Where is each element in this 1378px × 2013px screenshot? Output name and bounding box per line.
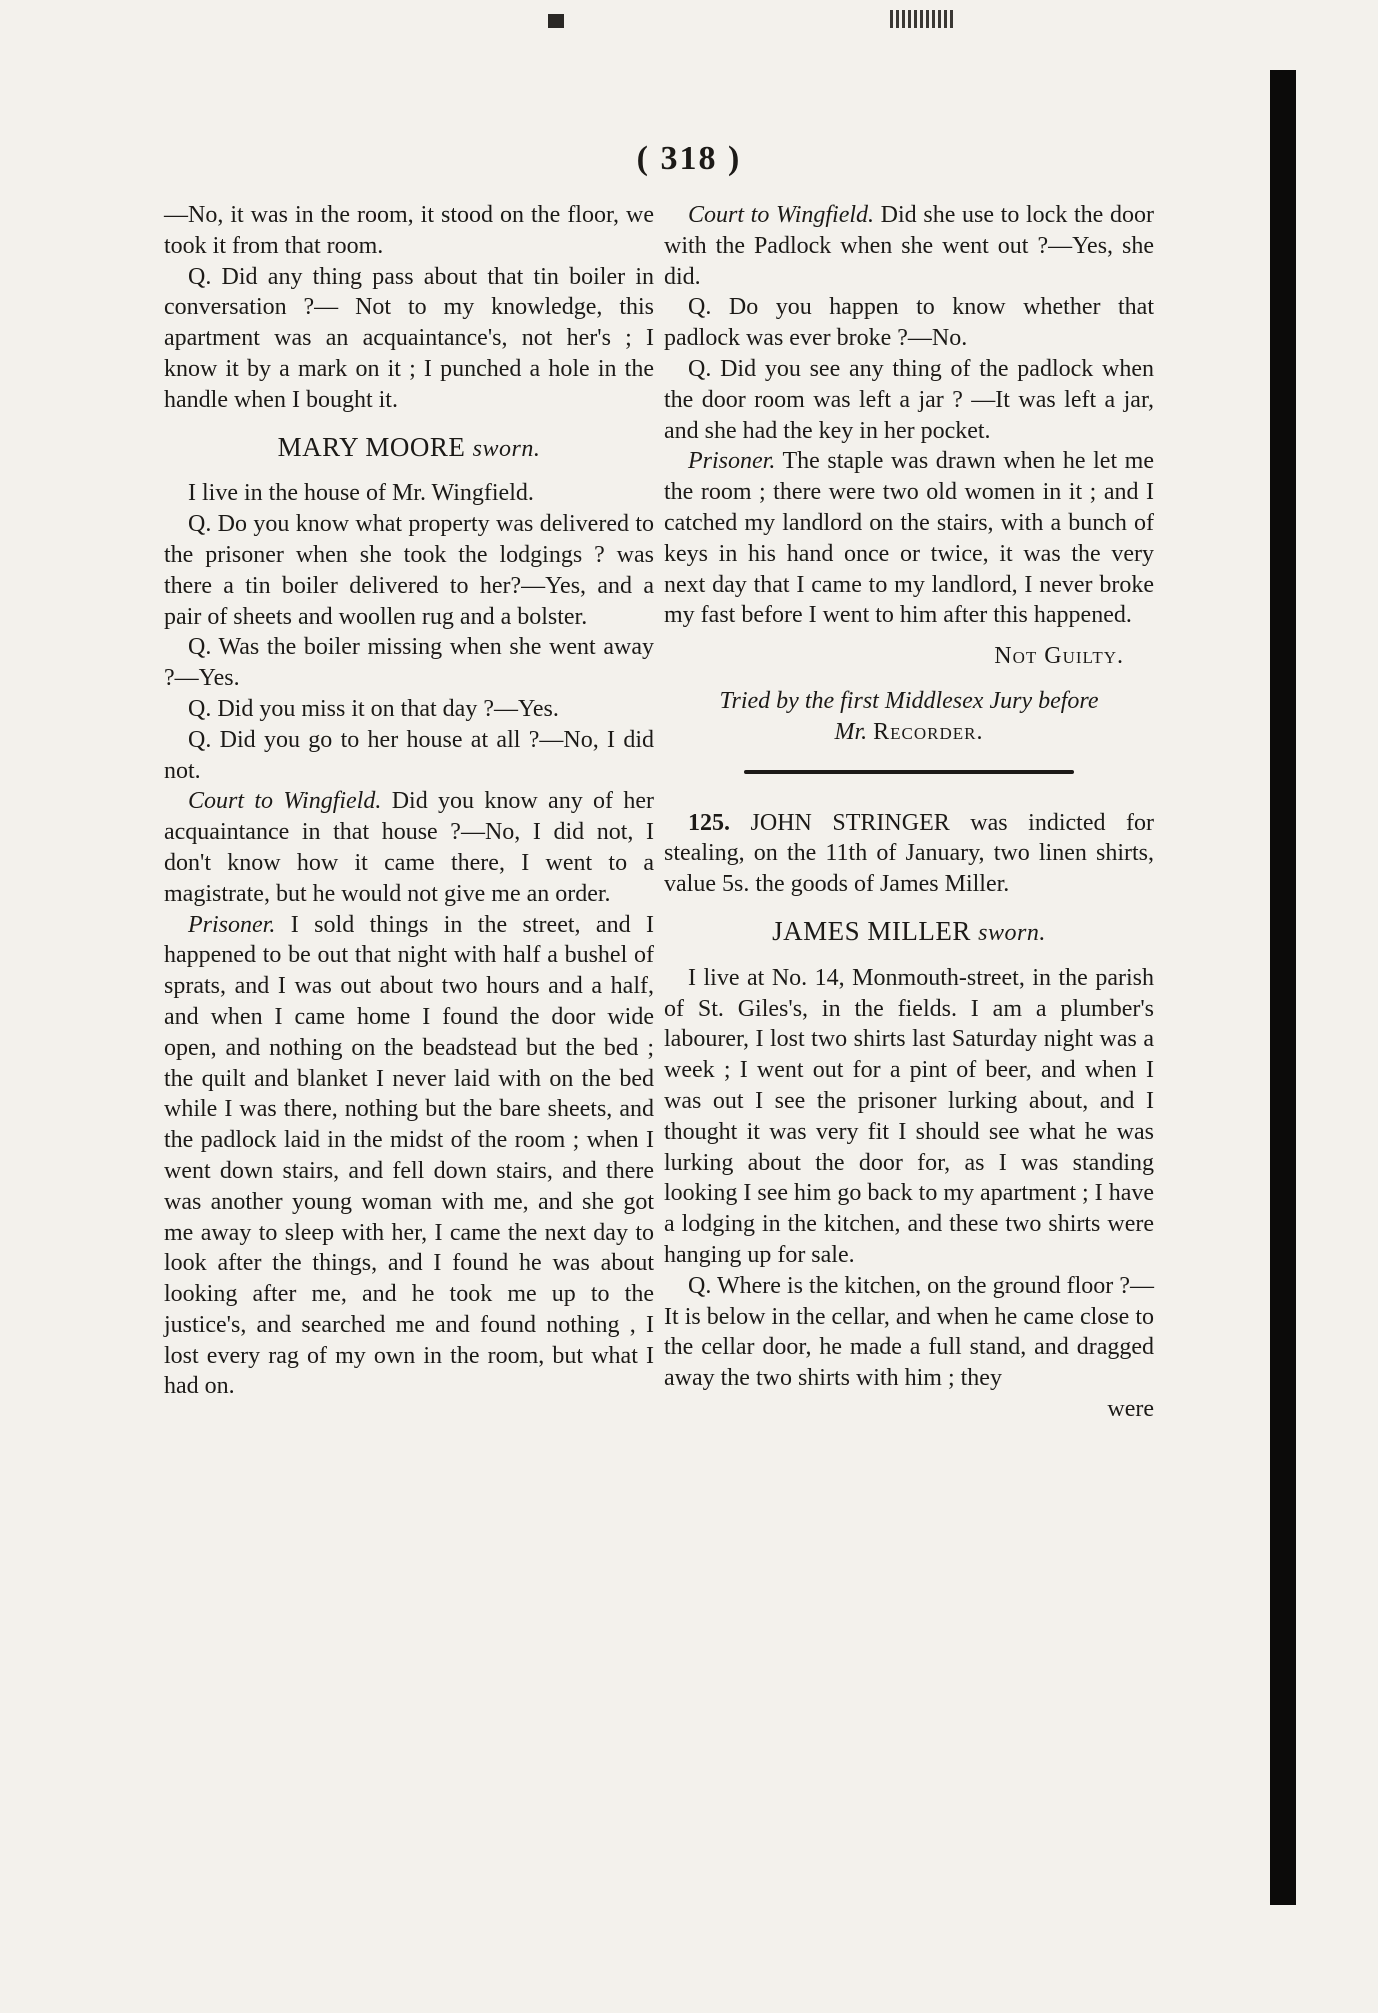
speaker-label: Prisoner. — [188, 911, 276, 938]
paragraph: Q. Did any thing pass about that tin boiler in conversation ?— Not to my knowledge, this apartment was an acquaintance's, not her's ; I know it by a mark on it ; I punched a hole in the handle when I bought it. — [164, 263, 654, 413]
witness-sworn: sworn. — [472, 435, 541, 462]
speaker-paragraph — [164, 786, 654, 909]
binding-edge — [1270, 70, 1296, 1905]
speaker-label: Court to Wingfield. — [188, 788, 382, 815]
speaker-paragraph — [664, 446, 1154, 631]
speaker-text: Did you know any of her acquaintance in that house ?—No, I did not, I don't know how it came there, I went to a magistrate, but he would not give me an order. — [164, 788, 654, 907]
paragraph: —No, it was in the room, it stood on the floor, we took it from that room. — [164, 202, 654, 259]
ink-smudge — [890, 10, 956, 28]
case-text: JOHN STRINGER was indicted for stealing, on the 11th of January, two linen shirts, value 5s. the goods of James Miller. — [664, 809, 1154, 898]
paragraph: Q. Did you miss it on that day ?—Yes. — [188, 695, 559, 722]
paragraph: I live at No. 14, Monmouth-street, in the parish of St. Giles's, in the fields. I am a plumber's labourer, I lost two shirts last Saturday night was a week ; I went out for a pint of beer, and when I was out I see the prisoner lurking about, and I thought it was very fit I should see what he was lurking about the door for, as I was standing looking I see him go back to my apartment ; I have a lodging in the kitchen, and these two shirts were hanging up for sale. — [664, 964, 1154, 1268]
jury-recorder-name: Recorder. — [873, 718, 984, 745]
witness-heading — [664, 916, 1154, 949]
right-column — [664, 200, 1154, 1425]
speaker-paragraph — [664, 200, 1154, 292]
witness-name: JAMES MILLER — [772, 915, 971, 946]
paragraph: Q. Was the boiler missing when she went away ?—Yes. — [164, 634, 654, 692]
jury-recorder-prefix: Mr. — [834, 718, 868, 745]
case-number: 125. — [688, 809, 730, 836]
witness-heading — [164, 432, 654, 465]
witness-sworn: sworn. — [978, 919, 1046, 946]
speaker-label: Prisoner. — [688, 448, 776, 475]
paragraph: Q. Do you happen to know whether that padlock was ever broke ?—No. — [664, 294, 1154, 352]
witness-name: MARY MOORE — [277, 431, 466, 462]
jury-recorder — [664, 717, 1154, 748]
speaker-text: I sold things in the street, and I happened to be out that night with half a bushel of sprats, and I was out about two hours and a half, and when I came home I found the door wide open, and nothing on the beadstead but the bed ; the quilt and blanket I never laid with on the bed while I was there, nothing but the bare sheets, and the padlock laid in the midst of the room ; when I went down stairs, and fell down stairs, and there was another young woman with me, and she got me away to sleep with her, I came the next day to look after the things, and I found he was about looking after me, and he took me up to the justice's, and searched me and found nothing , I lost every rag of my own in the room, but what I had on. — [164, 911, 654, 1400]
speaker-text: The staple was drawn when he let me the room ; there were two old women in it ; and I catched my landlord on the stairs, with a bunch of keys in his hand once or twice, it was the very next day that I came to my landlord, I never broke my fast before I went to him after this happened. — [664, 448, 1154, 629]
paragraph: Q. Do you know what property was delivered to the prisoner when she took the lodgings ? was there a tin boiler delivered to her?—Yes, and a pair of sheets and woollen rug and a bolster. — [164, 511, 654, 630]
verdict: Not Guilty. — [994, 643, 1124, 670]
page-number: ( 318 ) — [636, 140, 742, 177]
speaker-text: Did she use to lock the door with the Padlock when she went out ?—Yes, she did. — [664, 202, 1154, 290]
jury-line: Tried by the first Middlesex Jury before — [719, 687, 1099, 714]
left-column — [164, 200, 654, 1402]
speaker-label: Court to Wingfield. — [688, 202, 875, 228]
paragraph: Q. Did you go to her house at all ?—No, I did not. — [164, 726, 654, 784]
case-entry — [664, 808, 1154, 900]
paragraph: I live in the house of Mr. Wingfield. — [188, 480, 534, 507]
speaker-paragraph — [164, 910, 654, 1403]
ink-blot — [548, 14, 564, 28]
paragraph: Q. Where is the kitchen, on the ground floor ?—It is below in the cellar, and when he came close to the cellar door, he made a full stand, and dragged away the two shirts with him ; they — [664, 1272, 1154, 1392]
catchword: were — [1107, 1395, 1154, 1422]
paragraph: Q. Did you see any thing of the padlock when the door room was left a jar ? —It was left a jar, and she had the key in her pocket. — [664, 355, 1154, 444]
section-divider — [744, 770, 1074, 774]
